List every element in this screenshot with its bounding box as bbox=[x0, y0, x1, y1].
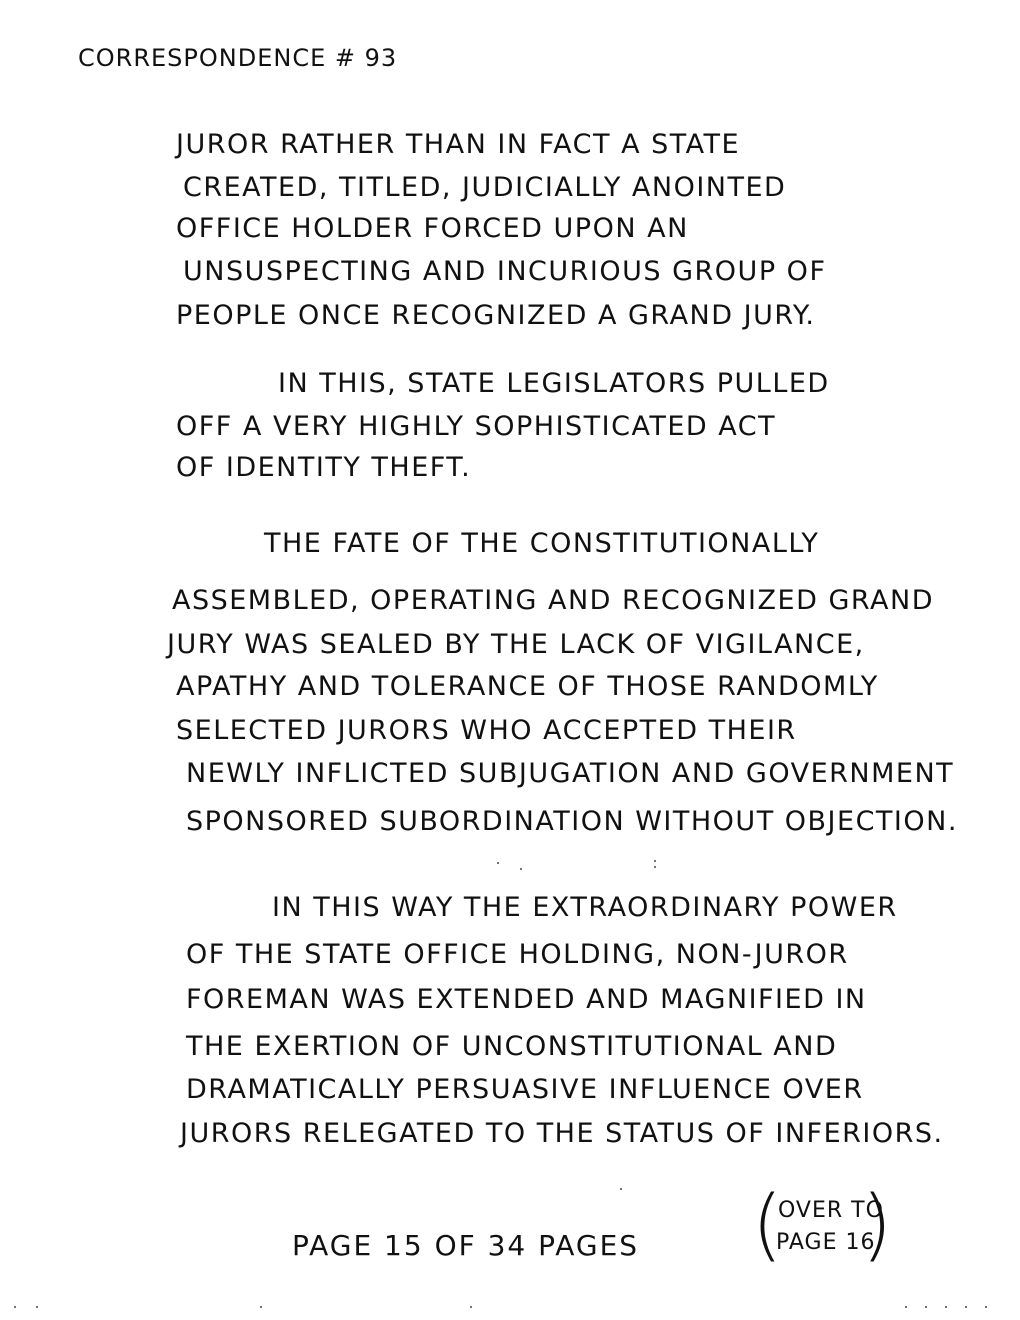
paragraph-1-line-3: OFFICE HOLDER FORCED UPON AN bbox=[176, 213, 689, 244]
paragraph-4-line-3: FOREMAN WAS EXTENDED AND MAGNIFIED IN bbox=[186, 984, 867, 1015]
right-parenthesis: ) bbox=[861, 1180, 892, 1270]
paragraph-4-line-2: OF THE STATE OFFICE HOLDING, NON-JUROR bbox=[186, 939, 849, 970]
paragraph-1-line-1: JUROR RATHER THAN IN FACT A STATE bbox=[176, 129, 741, 160]
paragraph-1-line-5: PEOPLE ONCE RECOGNIZED A GRAND JURY. bbox=[176, 300, 816, 331]
paragraph-1-line-4: UNSUSPECTING AND INCURIOUS GROUP OF bbox=[183, 256, 827, 287]
next-page-text: PAGE 16 bbox=[776, 1230, 876, 1255]
paragraph-4-line-5: DRAMATICALLY PERSUASIVE INFLUENCE OVER bbox=[186, 1074, 864, 1105]
correspondence-header: CORRESPONDENCE # 93 bbox=[78, 44, 398, 72]
left-parenthesis: ( bbox=[752, 1180, 783, 1270]
over-to-page-note bbox=[752, 1180, 892, 1270]
paragraph-3-line-5: SELECTED JURORS WHO ACCEPTED THEIR bbox=[176, 715, 797, 746]
paragraph-3-line-7: SPONSORED SUBORDINATION WITHOUT OBJECTION. bbox=[186, 806, 958, 837]
paragraph-3-line-4: APATHY AND TOLERANCE OF THOSE RANDOMLY bbox=[176, 671, 879, 702]
paragraph-3-line-1: THE FATE OF THE CONSTITUTIONALLY bbox=[264, 528, 820, 559]
paragraph-4-line-4: THE EXERTION OF UNCONSTITUTIONAL AND bbox=[186, 1031, 838, 1062]
paragraph-1-line-2: CREATED, TITLED, JUDICIALLY ANOINTED bbox=[183, 172, 787, 203]
paragraph-3-line-2: ASSEMBLED, OPERATING AND RECOGNIZED GRAND bbox=[172, 585, 934, 616]
paragraph-4-line-6: JURORS RELEGATED TO THE STATUS OF INFERIORS. bbox=[180, 1118, 944, 1149]
paragraph-2-line-1: IN THIS, STATE LEGISLATORS PULLED bbox=[278, 368, 830, 399]
paragraph-2-line-3: OF IDENTITY THEFT. bbox=[176, 452, 472, 483]
over-to-text: OVER TO bbox=[778, 1198, 884, 1223]
paragraph-4-line-1: IN THIS WAY THE EXTRAORDINARY POWER bbox=[272, 892, 898, 923]
paragraph-3-line-6: NEWLY INFLICTED SUBJUGATION AND GOVERNMENT bbox=[186, 758, 955, 789]
page-number-label: PAGE 15 OF 34 PAGES bbox=[292, 1229, 640, 1262]
paragraph-2-line-2: OFF A VERY HIGHLY SOPHISTICATED ACT bbox=[176, 411, 777, 442]
paragraph-3-line-3: JURY WAS SEALED BY THE LACK OF VIGILANCE, bbox=[167, 629, 865, 660]
